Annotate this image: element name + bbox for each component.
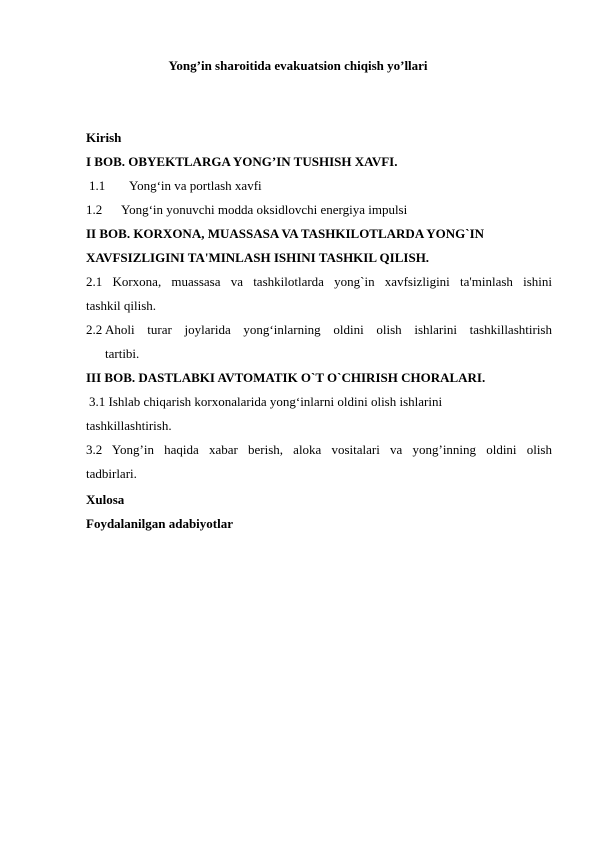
toc-adabiyotlar: Foydalanilgan adabiyotlar bbox=[86, 516, 233, 531]
toc-section-3-1-line-2: tashkillashtirish. bbox=[86, 418, 172, 433]
toc-chapter-2-line-2: XAVFSIZLIGINI TA'MINLASH ISHINI TASHKIL QILISH. bbox=[86, 250, 430, 265]
toc-xulosa: Xulosa bbox=[86, 492, 125, 507]
toc-section-2-2-line-1 bbox=[86, 322, 552, 338]
toc-section-3-2-line-1: 3.2 Yong’in haqida xabar berish, aloka vositalari va yong’inning oldini olish bbox=[86, 442, 552, 457]
section-text: Aholi turar joylarida yong‘inlarning oldini olish ishlarini tashkillashtirish bbox=[105, 322, 552, 337]
document-title: Yong’in sharoitida evakuatsion chiqish yo’llari bbox=[168, 58, 428, 73]
toc-chapter-2-line-1: II BOB. KORXONA, MUASSASA VA TASHKILOTLARDA YONG`IN bbox=[86, 226, 485, 241]
toc-section-1-2 bbox=[86, 202, 552, 218]
toc-kirish: Kirish bbox=[86, 130, 122, 145]
section-number: 2.2 bbox=[86, 322, 103, 337]
toc-section-3-1-line-1: 3.1 Ishlab chiqarish korxonalarida yong‘inlarni oldini olish ishlarini bbox=[89, 394, 443, 409]
toc-section-2-1-line-2: tashkil qilish. bbox=[86, 298, 157, 313]
section-text: Yong‘in va portlash xavfi bbox=[129, 178, 262, 193]
toc-section-1-1 bbox=[86, 178, 552, 194]
toc-chapter-1: I BOB. OBYEKTLARGA YONG’IN TUSHISH XAVFI. bbox=[86, 154, 398, 169]
toc-section-2-1-line-1: 2.1 Korxona, muassasa va tashkilotlarda yong`in xavfsizligini ta'minlash ishini bbox=[86, 274, 552, 289]
toc-section-2-2-line-2: tartibi. bbox=[105, 346, 140, 361]
toc-section-3-2-line-2: tadbirlari. bbox=[86, 466, 137, 481]
section-number: 1.2 bbox=[86, 202, 103, 217]
toc-chapter-3: III BOB. DASTLABKI AVTOMATIK O`T O`CHIRISH CHORALARI. bbox=[86, 370, 486, 385]
section-text: Yong‘in yonuvchi modda oksidlovchi energiya impulsi bbox=[121, 202, 408, 217]
section-number: 1.1 bbox=[89, 178, 106, 193]
